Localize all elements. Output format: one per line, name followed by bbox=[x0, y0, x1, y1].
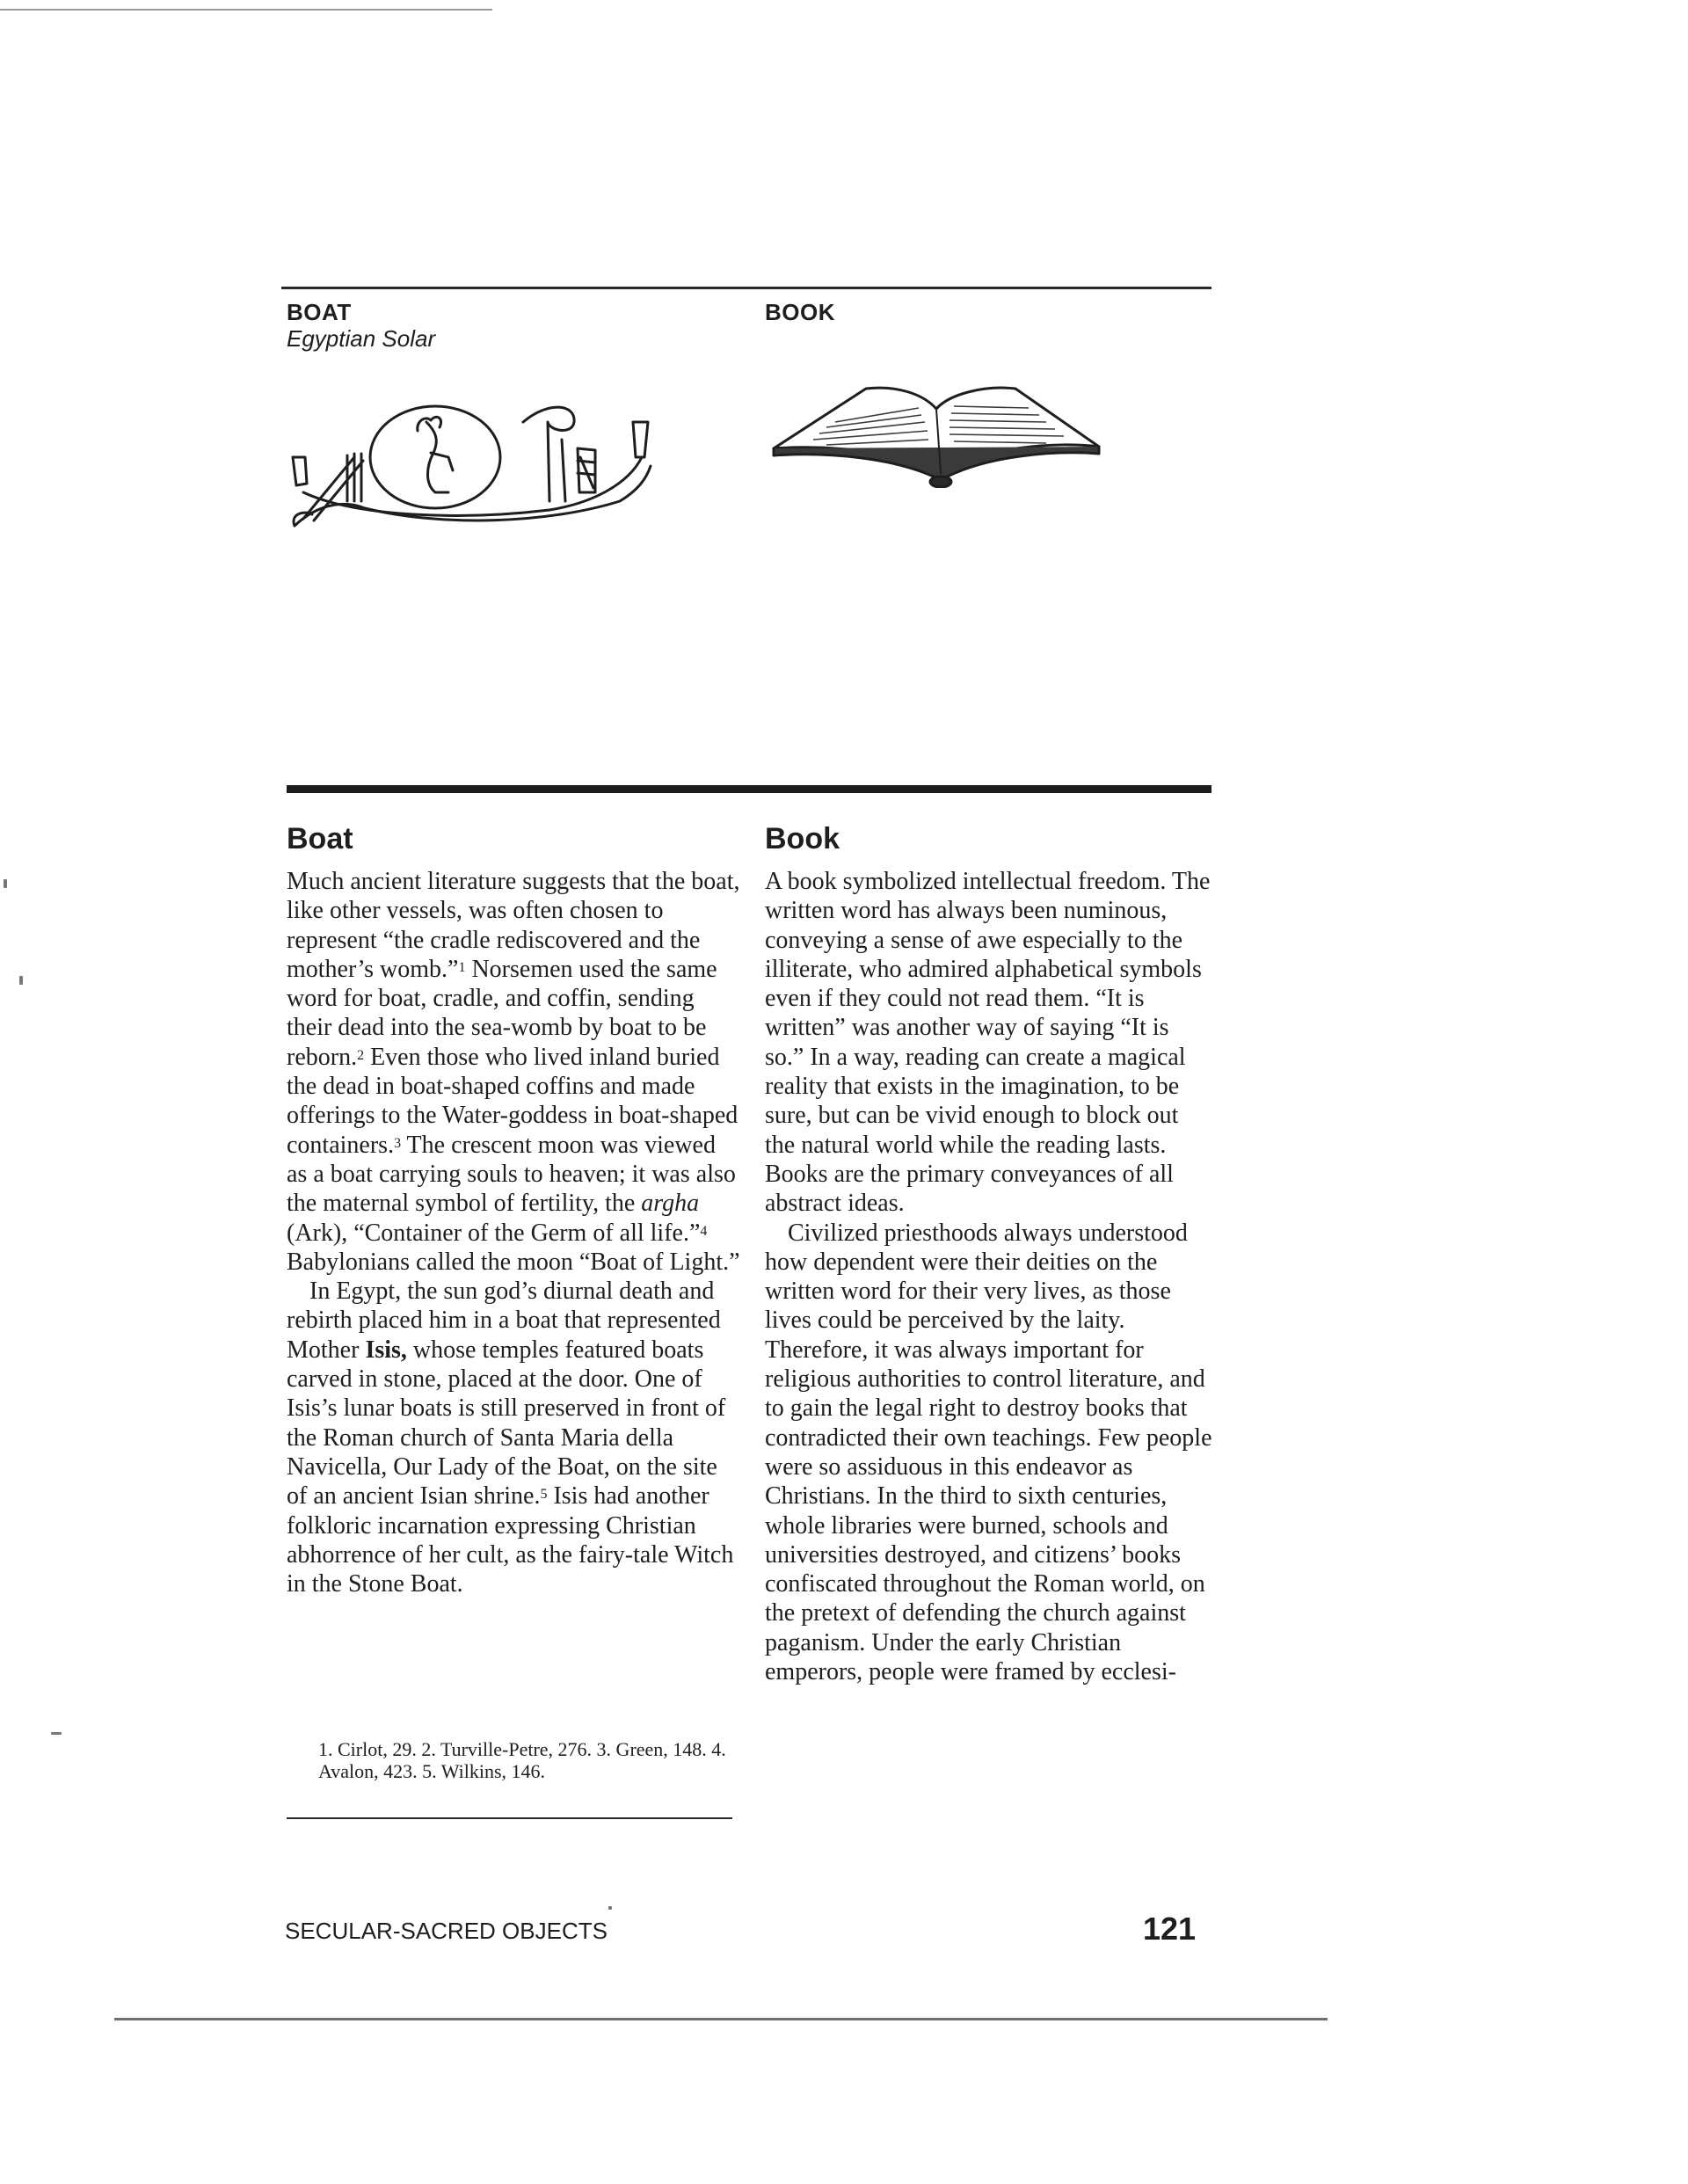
scan-edge-top bbox=[0, 9, 492, 11]
footnote-ref: 4 bbox=[700, 1223, 708, 1239]
footnote-ref: 1 bbox=[458, 959, 466, 975]
scan-speck bbox=[19, 976, 23, 985]
page-number: 121 bbox=[1143, 1911, 1197, 1947]
boat-text-part: In Egypt, the sun god’s diurnal death and rebirth placed him in a boat that represented Mother bbox=[287, 1278, 721, 1364]
boat-text-part: Even those who lived inland buried the dead in boat-shaped coffins and made offerings to the Water-goddess in boat-shaped containers. bbox=[287, 1043, 738, 1159]
book-paragraph-2: Civilized priesthoods always understood how dependent were their deities on the written word for their very lives, as those lives could be perceived by the laity. Therefore, it was always important for religious authorities to control literature, and to gain the legal right to destroy books that contradicted their own teachings. Few people were so assiduous in this endeavor as Christians. In the third to sixth centuries, whole libraries were burned, schools and universities destroyed, and citizens’ books confiscated throughout the Roman world, on the pretext of defending the church against paganism. Under the early Christian emperors, people were framed by ecclesi- bbox=[765, 1219, 1212, 1686]
boat-figure-label: BOAT bbox=[287, 299, 352, 325]
isis-cross-reference: Isis, bbox=[365, 1336, 407, 1364]
footnotes-rule bbox=[287, 1817, 732, 1819]
book-paragraph-1: A book symbolized intellectual freedom. The written word has always been numinous, conveying a sense of awe especially to the illiterate, who admired alphabetical symbols even if they could not read them. “It is written” was another way of saying “It is so.” In a way, reading can create a magical reality that exists in the imagination, to be sure, but can be vivid enough to block out the natural world while the reading lasts. Books are the primary conveyances of all abstract ideas. bbox=[765, 868, 1211, 1218]
boat-footnotes: 1. Cirlot, 29. 2. Turville-Petre, 276. 3. Green, 148. 4. Avalon, 423. 5. Wilkins, 146. bbox=[318, 1738, 726, 1782]
footnote-ref: 5 bbox=[540, 1487, 548, 1503]
argha-term: argha bbox=[641, 1190, 700, 1218]
boat-paragraph-2 bbox=[287, 1277, 740, 1598]
scan-speck bbox=[4, 879, 7, 888]
scan-speck bbox=[608, 1906, 612, 1910]
boat-text-part: The crescent moon was viewed as a boat carrying souls to heaven; it was also the maternal symbol of fertility, the bbox=[287, 1131, 736, 1218]
footnote-ref: 2 bbox=[357, 1047, 365, 1063]
book-column bbox=[765, 867, 1213, 1686]
section-divider bbox=[287, 785, 1211, 793]
boat-text-part: Isis had another folkloric incarnation expressing Christian abhorrence of her cult, as the fairy-tale Witch in the Stone Boat. bbox=[287, 1482, 734, 1598]
scan-speck bbox=[51, 1732, 62, 1735]
running-footer-section: SECULAR-SACRED OBJECTS bbox=[285, 1918, 608, 1944]
egyptian-solar-boat-illustration bbox=[286, 369, 655, 541]
open-book-illustration bbox=[765, 369, 1108, 488]
boat-text-part: Babylonians called the moon “Boat of Light.” bbox=[287, 1248, 740, 1276]
book-figure-label: BOOK bbox=[765, 299, 835, 325]
boat-text-part: Much ancient literature suggests that the boat, like other vessels, was often chosen to represent “the cradle rediscovered and the mother’s womb.” bbox=[287, 868, 740, 983]
top-rule bbox=[281, 287, 1211, 289]
boat-column bbox=[287, 867, 740, 1598]
boat-text-part: Norsemen used the same word for boat, cradle, and coffin, sending their dead into the sea-womb by boat to be reborn. bbox=[287, 955, 717, 1071]
scan-edge-bottom bbox=[114, 2018, 1328, 2020]
book-section-title: Book bbox=[765, 822, 840, 855]
boat-section-title: Boat bbox=[287, 822, 353, 855]
boat-paragraph-1 bbox=[287, 867, 740, 1277]
boat-text-part: whose temples featured boats carved in stone, placed at the door. One of Isis’s lunar boats is still preserved in front of the Roman church of Santa Maria della Navicella, Our Lady of the Boat, on the site of an ancient Isian shrine. bbox=[287, 1336, 726, 1511]
boat-figure-subtitle: Egyptian Solar bbox=[287, 325, 436, 352]
footnote-ref: 3 bbox=[394, 1135, 402, 1151]
boat-text-part: (Ark), “Container of the Germ of all life.” bbox=[287, 1219, 701, 1247]
